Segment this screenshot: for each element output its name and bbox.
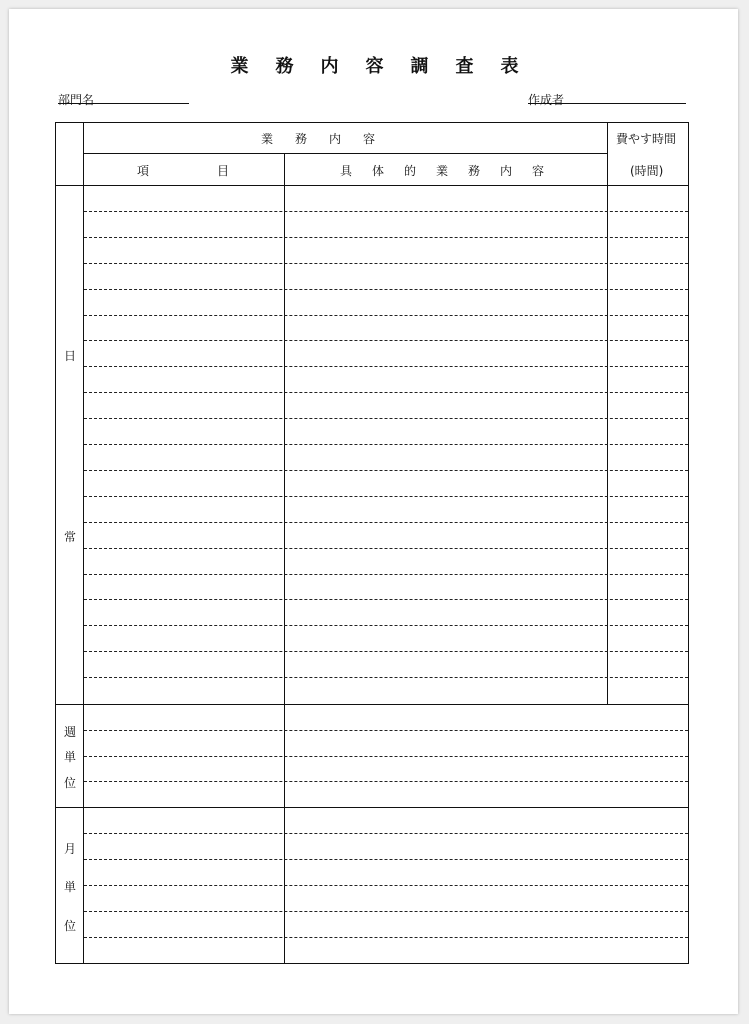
monthly-row-line <box>84 911 688 912</box>
daily-row-line <box>84 289 688 290</box>
author-field[interactable] <box>528 103 686 104</box>
daily-row-line <box>84 651 688 652</box>
section-monthly-1: 月 <box>64 842 77 856</box>
daily-section-bottom <box>55 704 689 705</box>
monthly-row-line <box>84 885 688 886</box>
daily-row-line <box>84 574 688 575</box>
daily-row-line <box>84 366 688 367</box>
section-monthly-3: 位 <box>64 919 77 933</box>
header-time: 費やす時間 <box>616 132 677 146</box>
monthly-row-line <box>84 859 688 860</box>
department-field[interactable] <box>58 103 189 104</box>
monthly-row-line <box>84 833 688 834</box>
daily-row-line <box>84 625 688 626</box>
daily-row-line <box>84 496 688 497</box>
header-work-content: 業務内容 <box>261 132 398 146</box>
daily-row-line <box>84 470 688 471</box>
department-label: 部門名 <box>58 93 95 107</box>
daily-row-line <box>84 392 688 393</box>
section-monthly-2: 単 <box>64 880 77 894</box>
weekly-row-line <box>84 756 688 757</box>
item-column-divider <box>284 153 285 964</box>
section-weekly-2: 単 <box>64 750 77 764</box>
daily-row-line <box>84 263 688 264</box>
daily-row-line <box>84 444 688 445</box>
section-daily-2: 常 <box>64 530 77 544</box>
daily-row-line <box>84 522 688 523</box>
section-weekly-3: 位 <box>64 776 77 790</box>
survey-table <box>55 122 689 964</box>
header-bottom-line <box>55 185 689 186</box>
page-title: 業務内容調査表 <box>230 56 546 77</box>
daily-row-line <box>84 418 688 419</box>
section-daily-1: 日 <box>64 349 77 363</box>
header-item: 項目 <box>137 164 298 178</box>
daily-row-line <box>84 340 688 341</box>
header-divider <box>83 153 607 154</box>
header-detail: 具体的業務内容 <box>340 164 565 178</box>
author-label: 作成者 <box>528 93 565 107</box>
daily-row-line <box>84 548 688 549</box>
daily-row-line <box>84 599 688 600</box>
weekly-section-bottom <box>55 807 689 808</box>
daily-row-line <box>84 237 688 238</box>
weekly-row-line <box>84 730 688 731</box>
header-time-unit: (時間) <box>630 164 664 178</box>
daily-row-line <box>84 677 688 678</box>
weekly-row-line <box>84 781 688 782</box>
daily-row-line <box>84 315 688 316</box>
time-column-divider <box>607 122 608 704</box>
section-weekly-1: 週 <box>64 725 77 739</box>
monthly-row-line <box>84 937 688 938</box>
section-column-divider <box>83 122 84 964</box>
daily-row-line <box>84 211 688 212</box>
